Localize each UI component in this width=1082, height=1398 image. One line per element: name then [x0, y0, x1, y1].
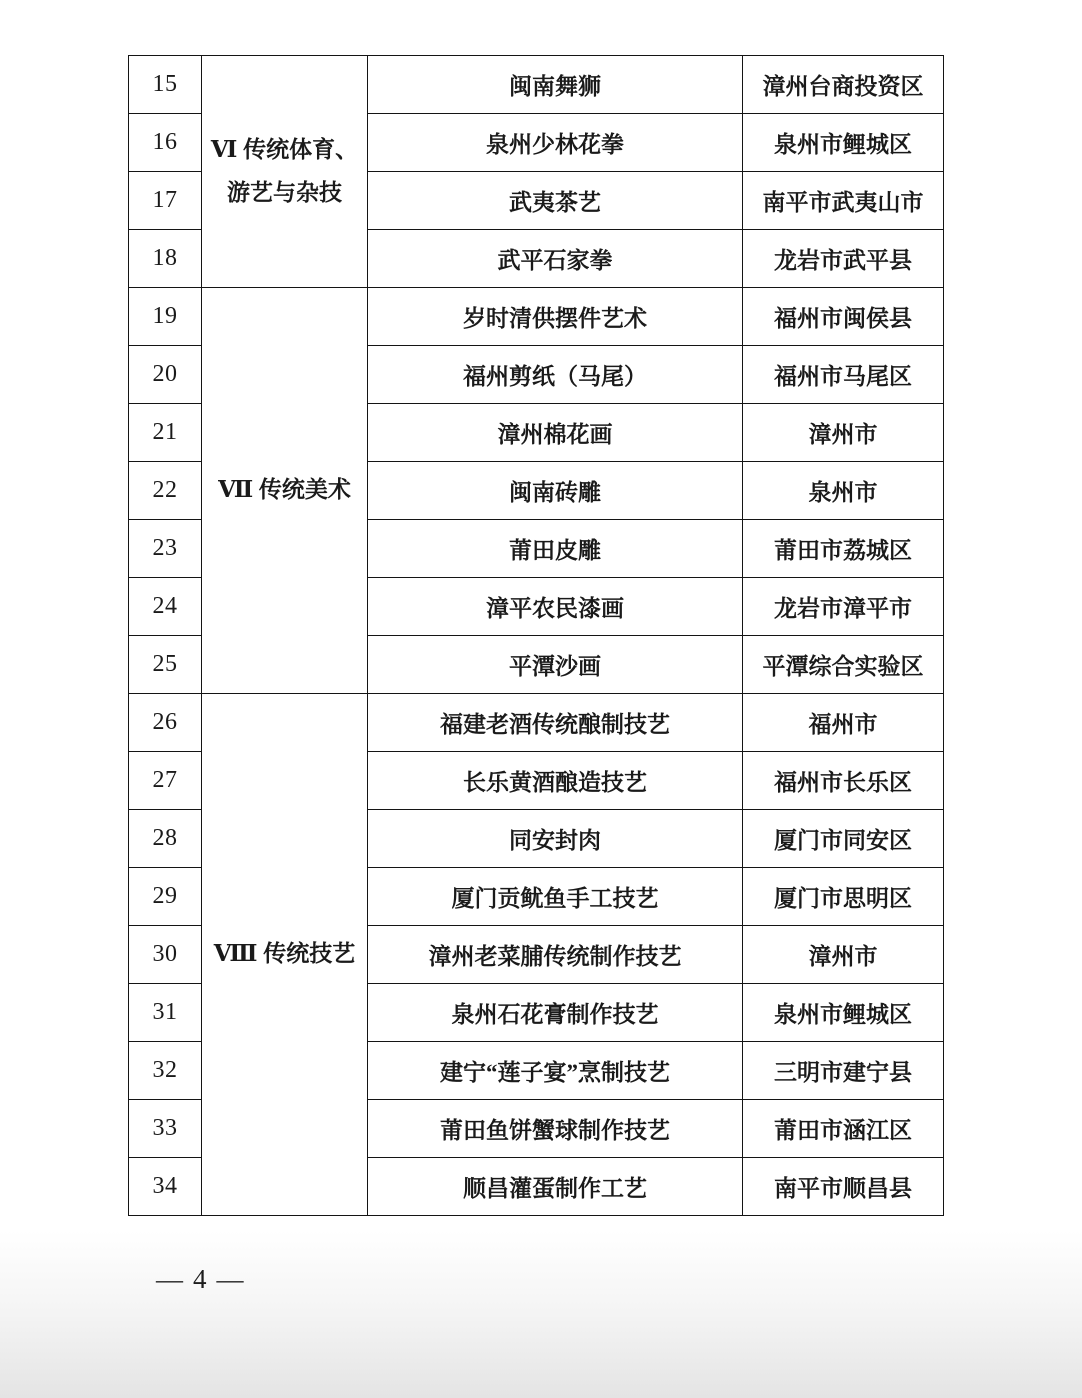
category-line: Ⅵ 传统体育、: [210, 136, 359, 162]
item-name-cell: 闽南舞狮: [368, 56, 743, 114]
row-number-cell: 27: [129, 752, 202, 810]
item-name-cell: 莆田鱼饼蟹球制作技艺: [368, 1100, 743, 1158]
location-cell: 南平市顺昌县: [743, 1158, 944, 1216]
row-number-cell: 19: [129, 288, 202, 346]
heritage-items-table: [128, 55, 944, 1216]
row-number-cell: 18: [129, 230, 202, 288]
location-cell: 厦门市思明区: [743, 868, 944, 926]
item-name-cell: 漳州棉花画: [368, 404, 743, 462]
item-name-cell: 平潭沙画: [368, 636, 743, 694]
item-name-cell: 长乐黄酒酿造技艺: [368, 752, 743, 810]
location-cell: 福州市长乐区: [743, 752, 944, 810]
location-cell: 龙岩市漳平市: [743, 578, 944, 636]
item-name-cell: 漳州老菜脯传统制作技艺: [368, 926, 743, 984]
row-number-cell: 16: [129, 114, 202, 172]
row-number-cell: 24: [129, 578, 202, 636]
item-name-cell: 福建老酒传统酿制技艺: [368, 694, 743, 752]
item-name-cell: 福州剪纸（马尾）: [368, 346, 743, 404]
location-cell: 三明市建宁县: [743, 1042, 944, 1100]
row-number-cell: 34: [129, 1158, 202, 1216]
row-number-cell: 31: [129, 984, 202, 1042]
row-number-cell: 28: [129, 810, 202, 868]
location-cell: 龙岩市武平县: [743, 230, 944, 288]
location-cell: 福州市马尾区: [743, 346, 944, 404]
row-number-cell: 17: [129, 172, 202, 230]
category-line: Ⅷ 传统技艺: [213, 941, 356, 967]
location-cell: 莆田市荔城区: [743, 520, 944, 578]
row-number-cell: 33: [129, 1100, 202, 1158]
row-number-cell: 30: [129, 926, 202, 984]
item-name-cell: 建宁“莲子宴”烹制技艺: [368, 1042, 743, 1100]
location-cell: 莆田市涵江区: [743, 1100, 944, 1158]
category-cell-vi: [202, 56, 368, 288]
row-number-cell: 15: [129, 56, 202, 114]
location-cell: 漳州台商投资区: [743, 56, 944, 114]
category-cell-vii: [202, 288, 368, 694]
category-cell-viii: [202, 694, 368, 1216]
row-number-cell: 25: [129, 636, 202, 694]
location-cell: 泉州市鲤城区: [743, 984, 944, 1042]
location-cell: 南平市武夷山市: [743, 172, 944, 230]
row-number-cell: 21: [129, 404, 202, 462]
table-row: [129, 56, 944, 114]
row-number-cell: 26: [129, 694, 202, 752]
item-name-cell: 岁时清供摆件艺术: [368, 288, 743, 346]
item-name-cell: 漳平农民漆画: [368, 578, 743, 636]
row-number-cell: 22: [129, 462, 202, 520]
category-line: 游艺与杂技: [227, 179, 342, 205]
table-row: [129, 694, 944, 752]
location-cell: 漳州市: [743, 404, 944, 462]
location-cell: 漳州市: [743, 926, 944, 984]
location-cell: 平潭综合实验区: [743, 636, 944, 694]
item-name-cell: 武夷茶艺: [368, 172, 743, 230]
item-name-cell: 泉州石花膏制作技艺: [368, 984, 743, 1042]
row-number-cell: 20: [129, 346, 202, 404]
item-name-cell: 同安封肉: [368, 810, 743, 868]
row-number-cell: 23: [129, 520, 202, 578]
location-cell: 福州市闽侯县: [743, 288, 944, 346]
location-cell: 福州市: [743, 694, 944, 752]
location-cell: 厦门市同安区: [743, 810, 944, 868]
row-number-cell: 29: [129, 868, 202, 926]
page-number-dash-left: —: [156, 1264, 183, 1294]
item-name-cell: 厦门贡鱿鱼手工技艺: [368, 868, 743, 926]
page-number-dash-right: —: [216, 1264, 244, 1294]
table-row: [129, 288, 944, 346]
item-name-cell: 泉州少林花拳: [368, 114, 743, 172]
page-number: [156, 1266, 244, 1293]
page-number-value: 4: [193, 1264, 207, 1294]
item-name-cell: 闽南砖雕: [368, 462, 743, 520]
location-cell: 泉州市鲤城区: [743, 114, 944, 172]
item-name-cell: 顺昌灌蛋制作工艺: [368, 1158, 743, 1216]
item-name-cell: 莆田皮雕: [368, 520, 743, 578]
row-number-cell: 32: [129, 1042, 202, 1100]
location-cell: 泉州市: [743, 462, 944, 520]
category-line: Ⅶ 传统美术: [218, 477, 351, 503]
item-name-cell: 武平石家拳: [368, 230, 743, 288]
